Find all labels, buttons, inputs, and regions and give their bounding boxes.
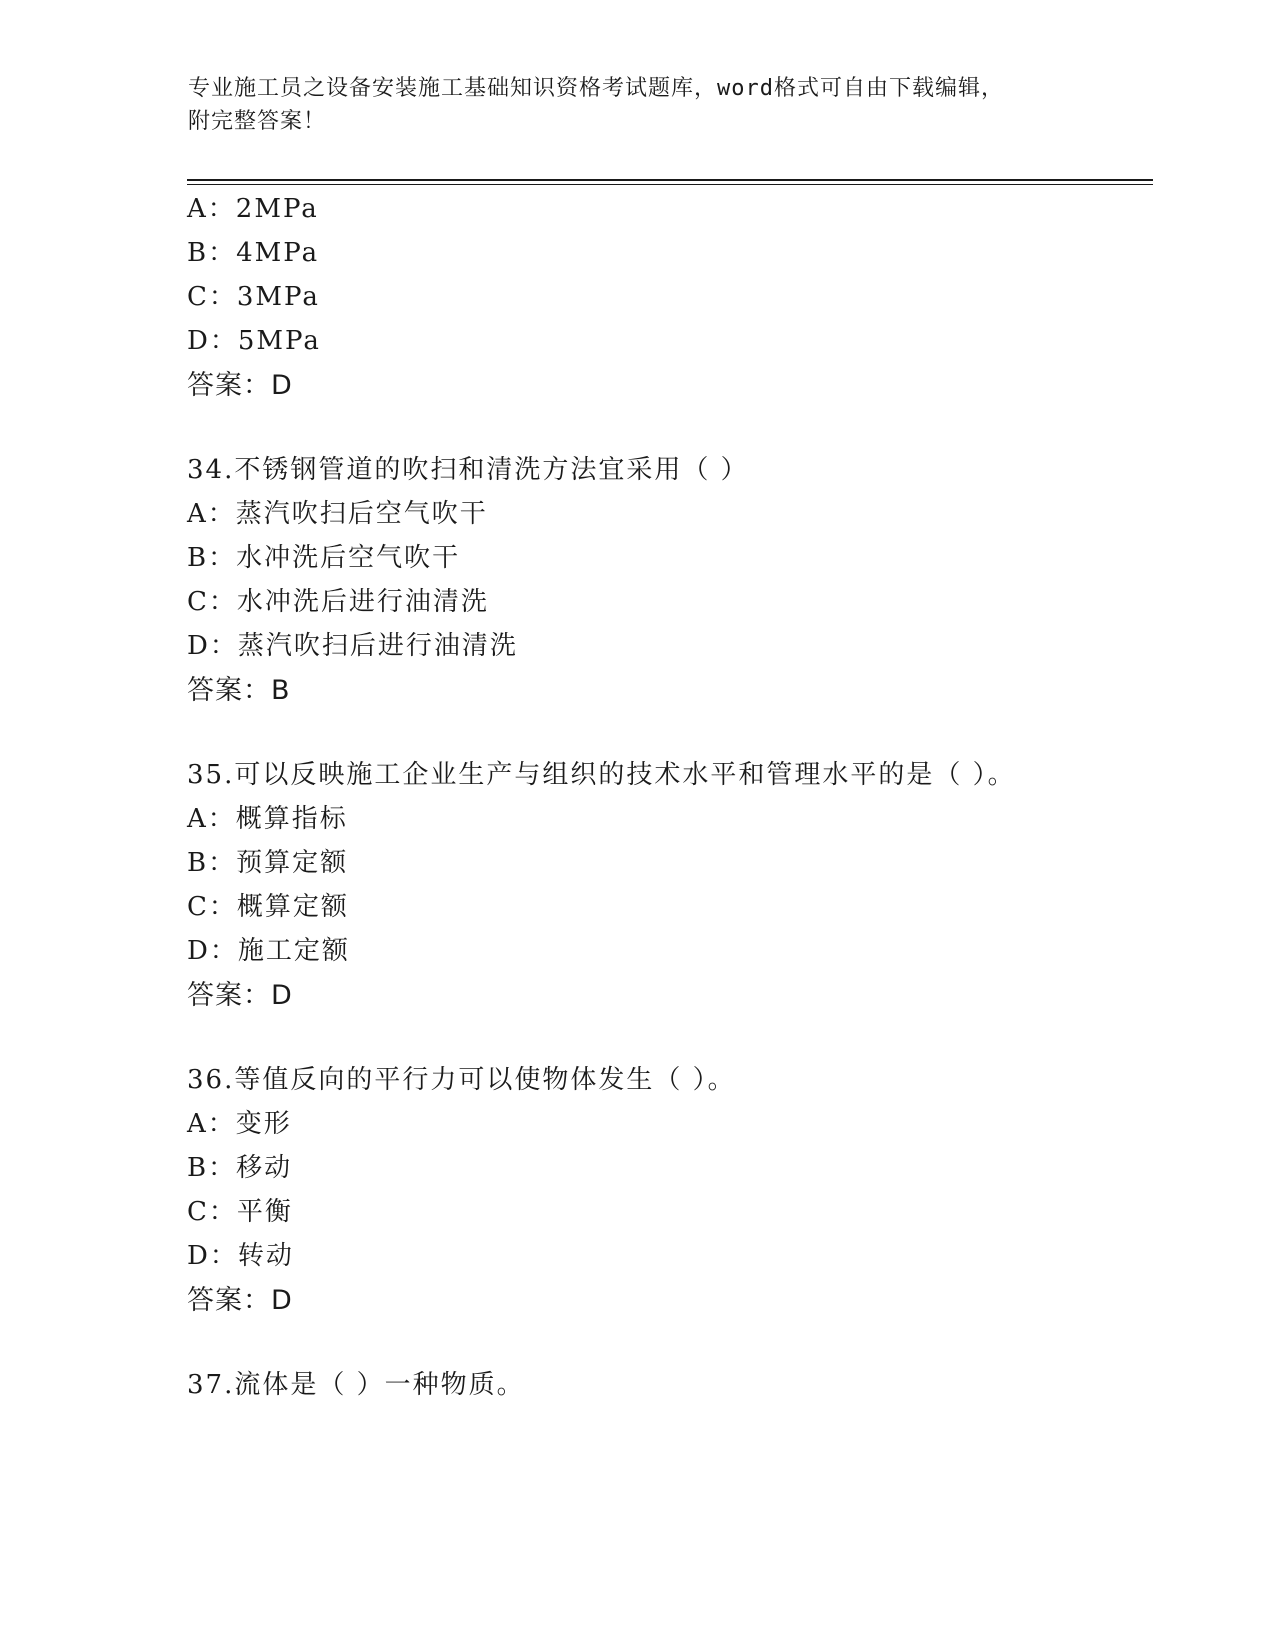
option-d: D：5MPa [187, 326, 321, 356]
option-d: D：转动 [187, 1241, 294, 1271]
answer: 答案：B [187, 675, 291, 706]
option-a: A：变形 [187, 1109, 292, 1139]
header-divider-thick [187, 179, 1153, 181]
option-b: B：4MPa [187, 238, 320, 268]
question-title: 34.不锈钢管道的吹扫和清洗方法宜采用（ ） [187, 455, 749, 485]
question-title: 36.等值反向的平行力可以使物体发生（ ）。 [187, 1065, 736, 1095]
option-c: C：平衡 [187, 1197, 293, 1227]
option-a: A：概算指标 [187, 804, 348, 834]
option-d: D：蒸汽吹扫后进行油清洗 [187, 631, 518, 661]
question-title: 37.流体是（ ）一种物质。 [187, 1370, 525, 1400]
answer: 答案：D [187, 370, 293, 401]
option-b: B：移动 [187, 1153, 293, 1183]
answer: 答案：D [187, 980, 293, 1011]
header-line-2: 附完整答案！ [188, 109, 327, 134]
option-a: A：2MPa [187, 194, 319, 224]
option-d: D：施工定额 [187, 936, 350, 966]
answer: 答案：D [187, 1285, 293, 1316]
option-c: C：概算定额 [187, 892, 349, 922]
option-b: B：预算定额 [187, 848, 349, 878]
option-c: C：3MPa [187, 282, 320, 312]
option-a: A：蒸汽吹扫后空气吹干 [187, 499, 488, 529]
header-line-1: 专业施工员之设备安装施工基础知识资格考试题库，word格式可自由下载编辑， [188, 76, 1004, 101]
question-title: 35.可以反映施工企业生产与组织的技术水平和管理水平的是（ ）。 [187, 760, 1016, 790]
document-header [188, 72, 1088, 138]
header-divider-thin [187, 184, 1153, 185]
option-b: B：水冲洗后空气吹干 [187, 543, 461, 573]
option-c: C：水冲洗后进行油清洗 [187, 587, 489, 617]
